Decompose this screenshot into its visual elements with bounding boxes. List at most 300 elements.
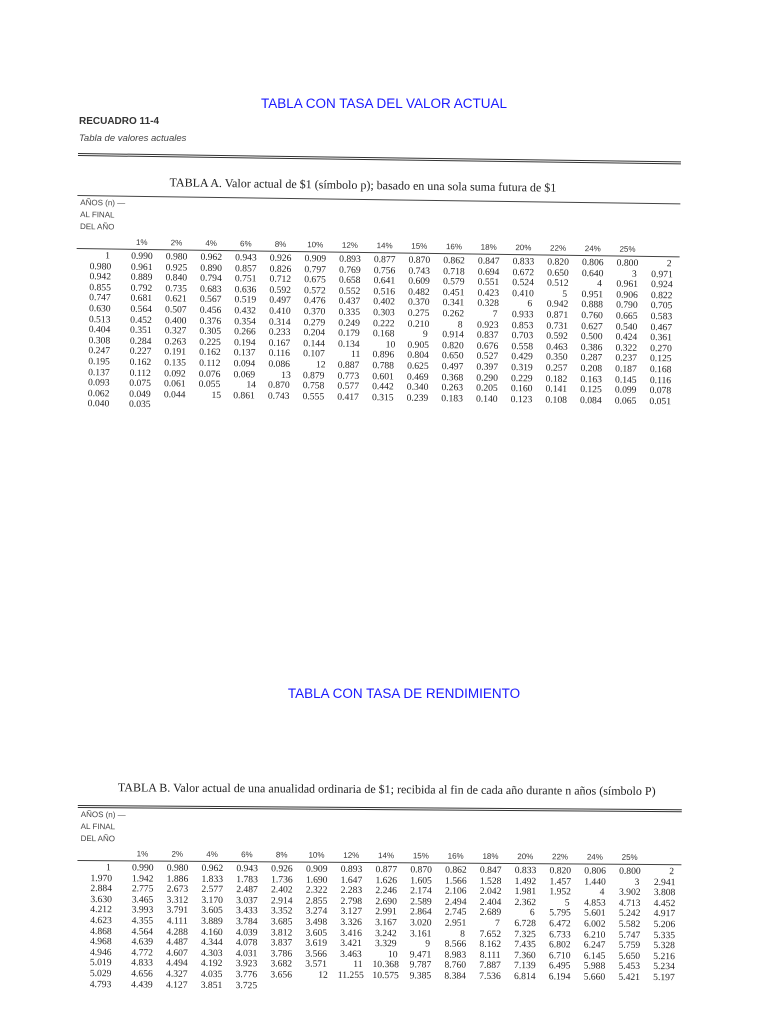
value-cell: 0.328	[477, 297, 500, 310]
value-cell: 0.893	[340, 863, 363, 875]
value-cell: 0.402	[373, 296, 395, 308]
value-cell: 4.968	[90, 936, 112, 948]
value-cell: 0.093	[87, 377, 110, 389]
value-cell: 0.601	[372, 370, 394, 382]
value-cell: 0.305	[199, 325, 222, 338]
value-cell: 3.127	[340, 906, 363, 918]
value-cell: 0.168	[649, 363, 672, 376]
value-cell: 0.853	[511, 319, 534, 331]
value-cell: 0.497	[269, 295, 291, 307]
value-cell: 1.942	[131, 872, 154, 885]
value-cell: 0.327	[164, 325, 187, 337]
rate-header: 4%	[206, 849, 218, 859]
value-cell: 0.683	[199, 283, 222, 295]
value-cell: 0.943	[235, 252, 257, 264]
value-cell: 4.623	[90, 915, 112, 927]
value-cell: 4.494	[166, 957, 188, 970]
value-cell: 0.572	[304, 284, 326, 297]
value-cell: 4.327	[165, 968, 188, 980]
value-cell: 2.246	[375, 885, 398, 897]
value-cell: 0.675	[304, 274, 326, 286]
value-cell: 0.314	[268, 316, 291, 328]
value-cell: 8.566	[444, 938, 467, 950]
value-cell: 0.756	[373, 264, 396, 277]
value-cell: 0.555	[302, 390, 325, 403]
value-cell: 0.681	[130, 293, 153, 305]
value-cell: 0.040	[87, 398, 110, 410]
value-cell: 3.326	[340, 916, 363, 928]
value-cell: 0.990	[131, 250, 153, 263]
year-cell: 6	[529, 907, 535, 919]
value-cell: 4.111	[166, 915, 188, 927]
value-cell: 0.800	[616, 257, 639, 269]
value-cell: 4.833	[131, 957, 153, 969]
value-cell: 8.983	[444, 949, 467, 961]
value-cell: 0.980	[166, 862, 189, 874]
value-cell: 3.725	[235, 979, 258, 991]
value-cell: 3.682	[270, 958, 293, 970]
value-cell: 0.516	[373, 285, 396, 298]
year-cell: 12	[318, 969, 328, 981]
value-cell: 0.266	[234, 326, 256, 338]
value-cell: 3.274	[305, 905, 328, 918]
value-cell: 0.962	[200, 251, 223, 264]
value-cell: 4.439	[131, 978, 153, 991]
table-a-caption: TABLA A. Valor actual de $1 (símbolo p); basado en una sola suma futura de $1	[169, 175, 557, 195]
header-year-label: DEL AÑO	[80, 834, 116, 844]
value-cell: 0.833	[512, 256, 535, 268]
value-cell: 4.946	[89, 946, 112, 958]
value-cell: 0.078	[649, 385, 672, 397]
value-cell: 5.206	[653, 918, 676, 931]
value-cell: 0.350	[545, 351, 568, 364]
value-cell: 0.703	[511, 330, 534, 342]
value-cell: 1.886	[166, 873, 189, 885]
value-cell: 0.140	[475, 393, 498, 405]
value-cell: 5.029	[89, 968, 112, 980]
value-cell: 0.870	[267, 379, 290, 392]
rate-header: 2%	[170, 238, 183, 248]
value-cell: 4.656	[131, 968, 153, 980]
value-cell: 0.116	[268, 348, 290, 360]
value-cell: 0.222	[372, 317, 395, 329]
value-cell: 0.049	[129, 388, 151, 400]
value-cell: 0.076	[198, 368, 221, 380]
value-cell: 3.786	[270, 948, 293, 960]
value-cell: 0.794	[200, 272, 222, 285]
value-cell: 0.452	[130, 314, 152, 326]
value-cell: 0.287	[580, 352, 603, 364]
value-cell: 0.905	[407, 339, 430, 351]
value-cell: 0.980	[89, 260, 112, 273]
value-cell: 0.609	[408, 275, 430, 288]
value-cell: 3.685	[270, 916, 293, 928]
value-cell: 5.197	[653, 971, 675, 984]
value-cell: 0.924	[650, 279, 673, 291]
rate-header: 10%	[307, 240, 324, 250]
value-cell: 0.870	[408, 254, 431, 266]
value-cell: 2.673	[166, 883, 189, 895]
value-cell: 0.551	[477, 276, 500, 289]
value-cell: 6.002	[583, 918, 606, 930]
value-cell: 0.500	[580, 331, 603, 343]
year-cell: 2	[666, 258, 672, 270]
value-cell: 4.192	[200, 958, 223, 970]
value-cell: 5.795	[549, 907, 571, 919]
value-cell: 5.759	[618, 939, 641, 952]
value-cell: 0.279	[303, 316, 326, 329]
value-cell: 3.630	[90, 893, 113, 906]
value-cell: 0.368	[441, 371, 464, 383]
value-cell: 4.031	[235, 947, 258, 960]
value-cell: 0.227	[129, 346, 152, 358]
value-cell: 2.174	[410, 885, 432, 897]
value-cell: 0.926	[269, 252, 292, 264]
value-cell: 0.826	[269, 263, 292, 275]
value-cell: 0.583	[650, 310, 673, 323]
value-cell: 3.020	[409, 917, 432, 929]
value-cell: 4.607	[166, 947, 188, 959]
value-cell: 2.991	[375, 906, 397, 918]
value-cell: 0.370	[303, 306, 326, 318]
value-cell: 0.861	[233, 389, 255, 402]
value-cell: 0.990	[131, 862, 154, 874]
value-cell: 0.424	[615, 331, 638, 343]
year-cell: 8	[460, 928, 465, 940]
value-cell: 0.888	[581, 299, 604, 311]
value-cell: 3.993	[131, 904, 154, 916]
value-cell: 2.042	[479, 885, 502, 898]
value-cell: 6.495	[548, 960, 571, 972]
value-cell: 0.524	[512, 277, 535, 289]
value-cell: 4.793	[89, 978, 112, 990]
year-cell: 1	[105, 250, 111, 262]
value-cell: 0.163	[580, 373, 603, 385]
value-cell: 0.482	[408, 286, 430, 298]
value-cell: 1.736	[271, 873, 293, 886]
value-cell: 9.471	[409, 949, 432, 961]
rate-header: 20%	[517, 852, 534, 862]
table-a-header	[77, 196, 681, 256]
value-cell: 2.362	[514, 896, 537, 908]
year-cell: 5	[564, 897, 570, 909]
value-cell: 0.658	[338, 274, 361, 287]
value-cell: 2.941	[653, 876, 676, 888]
value-cell: 0.376	[199, 315, 222, 327]
value-cell: 0.125	[649, 353, 672, 365]
value-cell: 5.582	[618, 918, 641, 930]
value-cell: 3.902	[618, 886, 641, 899]
heading-present-value: TABLA CON TASA DEL VALOR ACTUAL	[260, 96, 508, 111]
value-cell: 0.923	[476, 319, 499, 331]
value-cell: 5.988	[583, 960, 606, 973]
value-cell: 0.237	[615, 352, 638, 365]
value-cell: 6.194	[548, 971, 571, 983]
value-cell: 6.210	[583, 929, 606, 941]
value-cell: 0.340	[406, 381, 429, 394]
value-cell: 0.229	[510, 372, 533, 384]
value-cell: 0.887	[337, 359, 360, 371]
value-cell: 0.341	[442, 297, 465, 309]
value-cell: 3.656	[270, 969, 293, 981]
value-cell: 0.705	[650, 300, 673, 312]
value-cell: 0.429	[511, 351, 533, 363]
value-cell: 11.255	[337, 969, 364, 981]
value-cell: 4.713	[618, 897, 641, 909]
value-cell: 6.733	[549, 928, 571, 941]
value-cell: 0.168	[372, 328, 395, 340]
value-cell: 2.577	[201, 884, 224, 896]
header-end-label: AL FINAL	[80, 822, 116, 832]
value-cell: 2.914	[270, 895, 293, 907]
value-cell: 0.432	[234, 305, 257, 317]
value-cell: 0.262	[442, 308, 465, 320]
table-b-block	[77, 780, 682, 994]
value-cell: 0.564	[130, 303, 153, 316]
value-cell: 5.601	[583, 907, 606, 920]
value-cell: 0.507	[164, 304, 187, 316]
value-cell: 0.621	[165, 293, 187, 305]
value-cell: 3.571	[305, 958, 327, 971]
value-cell: 0.758	[302, 380, 325, 392]
value-cell: 0.410	[269, 305, 291, 317]
value-cell: 6.802	[548, 939, 571, 951]
value-cell: 0.820	[442, 339, 464, 352]
value-cell: 3.433	[236, 905, 258, 917]
year-cell: 10	[385, 339, 396, 351]
value-cell: 0.889	[130, 271, 153, 284]
value-cell: 1.647	[340, 874, 363, 886]
value-cell: 0.896	[372, 349, 395, 361]
year-cell: 3	[634, 876, 640, 888]
value-cell: 3.463	[340, 948, 362, 960]
value-cell: 0.540	[615, 321, 638, 333]
value-cell: 0.044	[163, 388, 186, 401]
value-cell: 0.909	[304, 253, 327, 265]
value-cell: 0.195	[88, 356, 110, 368]
year-cell: 9	[425, 938, 431, 950]
value-cell: 0.592	[269, 284, 292, 296]
value-cell: 7.652	[479, 928, 502, 940]
value-cell: 0.712	[269, 273, 292, 286]
value-cell: 0.141	[545, 383, 568, 395]
rate-header: 10%	[308, 850, 325, 860]
value-cell: 0.847	[479, 864, 502, 876]
value-cell: 0.249	[338, 317, 360, 329]
value-cell: 2.106	[444, 885, 467, 897]
value-cell: 0.980	[165, 251, 188, 263]
value-cell: 0.877	[373, 254, 396, 266]
value-cell: 2.775	[131, 883, 154, 895]
value-cell: 0.370	[407, 296, 430, 309]
value-cell: 0.397	[476, 361, 499, 373]
value-cell: 6.145	[583, 950, 606, 962]
value-cell: 7.139	[514, 960, 536, 972]
value-cell: 6.472	[549, 918, 571, 930]
value-cell: 0.636	[234, 283, 257, 296]
value-cell: 0.099	[614, 384, 637, 396]
value-cell: 0.962	[201, 862, 224, 875]
value-cell: 0.210	[407, 318, 430, 330]
value-cell: 5.453	[618, 961, 641, 973]
value-cell: 0.354	[234, 315, 256, 328]
year-cell: 12	[315, 359, 326, 371]
value-cell: 3.465	[131, 894, 154, 906]
value-cell: 5.019	[89, 957, 112, 969]
value-cell: 0.909	[305, 863, 328, 875]
value-cell: 0.239	[406, 392, 429, 404]
rate-header: 25%	[621, 852, 638, 862]
value-cell: 0.162	[129, 356, 152, 368]
value-cell: 6.710	[548, 950, 571, 962]
rate-header: 16%	[445, 242, 463, 252]
value-cell: 1.952	[549, 886, 572, 898]
value-cell: 2.487	[236, 884, 258, 896]
table-b-header	[77, 808, 681, 864]
header-years-label: AÑOS (n) —	[80, 810, 126, 820]
value-cell: 4.868	[90, 925, 112, 937]
value-cell: 0.319	[511, 362, 533, 374]
rate-header: 14%	[378, 851, 395, 861]
value-cell: 0.942	[89, 271, 112, 283]
value-cell: 0.410	[512, 287, 534, 300]
year-cell: 7	[492, 308, 498, 320]
table-b-grid	[77, 863, 682, 994]
value-cell: 0.065	[614, 395, 637, 407]
value-cell: 4.564	[131, 925, 154, 938]
value-cell: 0.361	[650, 332, 673, 344]
value-cell: 0.284	[129, 335, 152, 347]
value-cell: 0.263	[441, 382, 464, 394]
year-cell: 4	[597, 278, 602, 290]
value-cell: 4.487	[166, 936, 188, 948]
value-cell: 0.840	[165, 272, 188, 284]
value-cell: 0.855	[89, 281, 111, 294]
value-cell: 0.167	[268, 337, 291, 349]
value-cell: 0.263	[164, 335, 187, 348]
value-cell: 9.385	[409, 970, 432, 982]
value-cell: 0.640	[581, 267, 604, 279]
value-cell: 0.086	[268, 358, 291, 370]
value-cell: 0.069	[233, 368, 256, 381]
rate-header: 15%	[412, 851, 429, 861]
value-cell: 3.605	[201, 905, 223, 917]
value-cell: 3.605	[305, 927, 328, 939]
value-cell: 3.776	[235, 969, 258, 981]
rate-header: 12%	[343, 850, 360, 860]
value-cell: 5.328	[653, 940, 676, 952]
rate-header: 8%	[274, 239, 287, 249]
value-cell: 3.170	[201, 894, 223, 906]
value-cell: 4.127	[165, 979, 188, 991]
value-cell: 0.871	[546, 309, 569, 321]
box-subtitle: Tabla de valores actuales	[79, 133, 187, 144]
rate-header: 15%	[411, 241, 428, 251]
value-cell: 0.961	[616, 278, 639, 291]
value-cell: 2.884	[90, 883, 113, 895]
value-cell: 1.690	[305, 874, 328, 886]
value-cell: 0.135	[164, 357, 186, 369]
value-cell: 0.092	[164, 367, 186, 380]
value-cell: 0.463	[546, 341, 568, 353]
year-cell: 7	[494, 917, 500, 929]
value-cell: 3.837	[270, 937, 293, 949]
value-cell: 0.257	[545, 362, 568, 374]
value-cell: 0.417	[337, 391, 359, 403]
rate-header: 18%	[480, 242, 497, 252]
value-cell: 0.423	[477, 287, 500, 299]
value-cell: 2.283	[340, 885, 363, 897]
value-cell: 2.494	[444, 896, 467, 908]
rate-header: 25%	[619, 244, 636, 254]
value-cell: 0.914	[442, 329, 464, 341]
value-cell: 0.837	[476, 329, 499, 342]
value-cell: 0.335	[338, 306, 361, 318]
rate-header: 18%	[482, 851, 499, 861]
rate-header: 24%	[584, 244, 601, 254]
value-cell: 1.492	[514, 875, 537, 887]
value-cell: 0.386	[580, 341, 603, 354]
header-end-label: AL FINAL	[80, 210, 115, 220]
value-cell: 8.384	[444, 970, 467, 982]
value-cell: 0.592	[546, 330, 568, 343]
value-cell: 1.783	[236, 873, 258, 885]
value-cell: 0.797	[304, 263, 327, 276]
value-cell: 4.212	[90, 904, 112, 916]
year-cell: 15	[211, 389, 222, 401]
value-cell: 3.812	[270, 926, 293, 939]
value-cell: 0.806	[581, 257, 604, 269]
value-cell: 0.404	[88, 324, 111, 336]
value-cell: 0.833	[514, 865, 537, 877]
value-cell: 7.435	[514, 939, 536, 951]
value-cell: 0.961	[130, 261, 153, 273]
value-cell: 4.288	[166, 926, 188, 938]
value-cell: 0.160	[510, 383, 533, 395]
value-cell: 4.917	[653, 908, 676, 920]
value-cell: 4.160	[201, 926, 223, 938]
value-cell: 6.247	[583, 939, 606, 951]
value-cell: 1.440	[584, 876, 606, 888]
value-cell: 0.145	[614, 374, 637, 386]
value-cell: 0.769	[338, 264, 361, 276]
value-cell: 0.630	[88, 303, 111, 315]
value-cell: 0.144	[303, 337, 326, 350]
value-cell: 0.625	[407, 360, 429, 372]
header-year-label: DEL AÑO	[79, 222, 115, 232]
box-label: RECUADRO 11-4	[79, 116, 160, 127]
value-cell: 3.498	[305, 916, 328, 928]
year-cell: 3	[631, 268, 637, 280]
rate-header: 1%	[136, 849, 149, 859]
year-cell: 2	[669, 866, 675, 878]
value-cell: 0.676	[476, 340, 499, 352]
value-cell: 7.325	[514, 928, 536, 940]
table-a-grid	[74, 251, 679, 418]
year-cell: 14	[246, 379, 257, 391]
value-cell: 0.137	[88, 366, 110, 378]
year-cell: 9	[422, 328, 428, 341]
value-cell: 2.589	[410, 896, 432, 908]
value-cell: 0.469	[406, 371, 429, 383]
value-cell: 1.457	[549, 875, 572, 888]
value-cell: 1.833	[201, 873, 224, 885]
value-cell: 6.814	[513, 970, 536, 983]
value-cell: 3.329	[374, 938, 397, 950]
value-cell: 0.116	[649, 374, 672, 386]
value-cell: 0.322	[615, 342, 638, 354]
value-cell: 5.650	[618, 950, 641, 962]
